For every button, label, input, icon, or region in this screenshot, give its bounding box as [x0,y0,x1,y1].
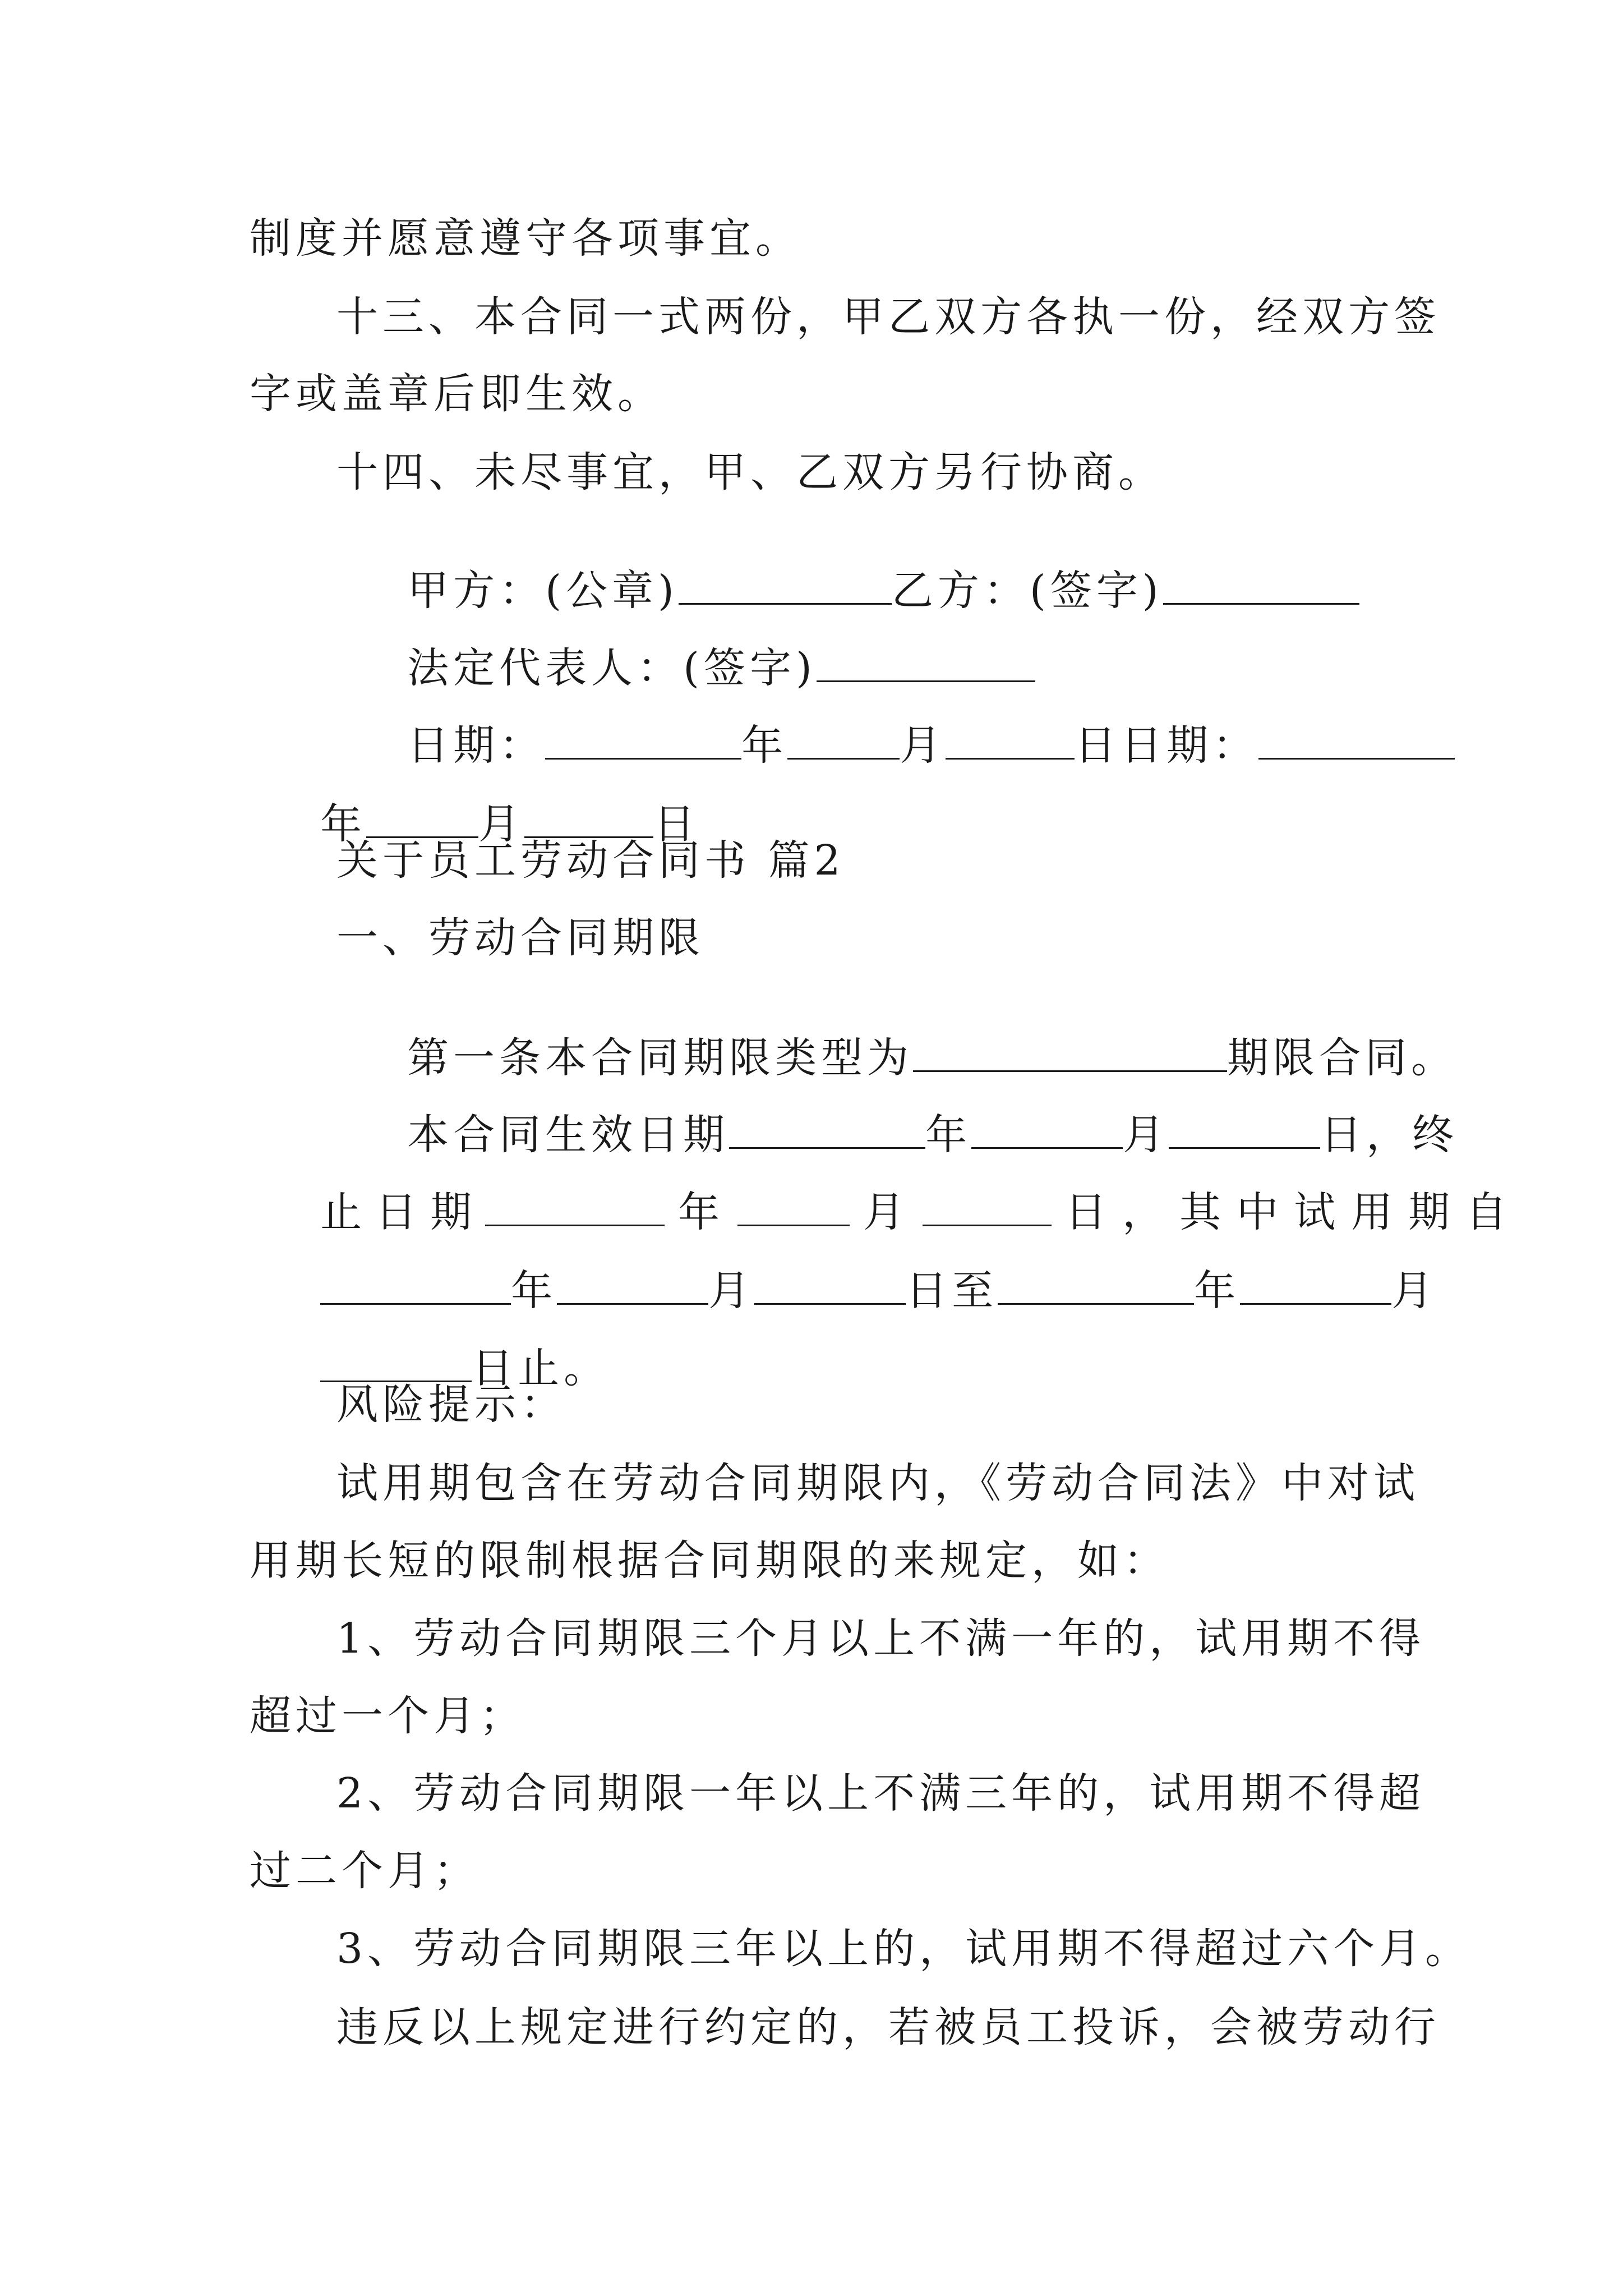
to-label: 日至 [906,1267,998,1315]
blank-field [485,1192,665,1226]
list-item-continued: 超过一个月； [250,1692,525,1740]
blank-field [524,804,653,838]
blank-field [754,1271,906,1305]
date-label: 日期： [407,721,546,770]
blank-field [545,725,741,760]
list-item: 2、劳动合同期限一年以上不满三年的，试用期不得超 [336,1769,1426,1818]
section-title: 关于员工劳动合同书 篇2 [336,836,845,885]
blank-field [366,804,478,838]
paragraph-line: 十四、未尽事宜，甲、乙双方另行协商。 [336,448,1164,496]
paragraph-line: 违反以上规定进行约定的，若被员工投诉，会被劳动行 [336,2003,1440,2051]
day-label: 日，终 [1320,1111,1459,1159]
term-end-label: 止日期 [320,1188,486,1236]
month-label: 月 [863,1188,910,1236]
blank-field [320,1271,511,1305]
blank-field [1163,570,1359,605]
blank-field [923,1192,1052,1226]
month-label: 月 [1123,1111,1169,1159]
blank-field [679,570,892,605]
paragraph-line: 试用期包含在劳动合同期限内，《劳动合同法》中对试 [336,1459,1419,1507]
year-label: 年 [678,1188,725,1236]
list-item-continued: 过二个月； [250,1847,479,1895]
blank-field [320,1348,472,1382]
paragraph-line: 字或盖章后即生效。 [250,370,663,418]
blank-field [913,1038,1227,1072]
month-label: 月 [900,721,946,770]
blank-field [998,1271,1194,1305]
year-label: 年 [925,1111,972,1159]
party-a-label: 甲方：(公章) [407,567,679,615]
year-label: 年 [320,800,367,848]
month-label: 月 [708,1267,755,1315]
year-label: 年 [741,721,788,770]
article-text: 期限合同。 [1227,1034,1458,1082]
blank-field [729,1115,925,1149]
day-label: 日 [653,800,700,848]
month-label: 月 [478,800,525,848]
paragraph-line: 十三、本合同一式两份，甲乙双方各执一份，经双方签 [336,293,1440,341]
legal-rep-label: 法定代表人：(签字) [407,644,817,692]
risk-heading: 风险提示： [336,1381,566,1429]
trial-period-label: 日，其中试用期自 [1065,1188,1523,1236]
blank-field [817,648,1035,682]
article-text: 第一条本合同期限类型为 [407,1034,914,1082]
paragraph-line: 用期长短的限制根据合同期限的来规定，如： [250,1536,1169,1585]
paragraph-line: 制度并愿意遵守各项事宜。 [250,214,801,263]
blank-field [1258,725,1455,760]
blank-field [1240,1271,1391,1305]
day-date-label: 日日期： [1075,721,1259,770]
party-b-label: 乙方：(签字) [891,567,1163,615]
blank-field [787,725,900,760]
list-item: 1、劳动合同期限三个月以上不满一年的，试用期不得 [336,1614,1426,1663]
blank-field [1169,1115,1320,1149]
blank-field [971,1115,1123,1149]
trial-end-label: 日止。 [472,1344,610,1392]
blank-field [557,1271,708,1305]
blank-field [737,1192,850,1226]
month-label: 月 [1391,1267,1438,1315]
effective-date-label: 本合同生效日期 [407,1111,730,1159]
year-label: 年 [511,1267,557,1315]
blank-field [946,725,1075,760]
list-item: 3、劳动合同期限三年以上的，试用期不得超过六个月。 [336,1925,1472,1973]
section-heading: 一、劳动合同期限 [336,914,704,962]
year-label: 年 [1194,1267,1241,1315]
